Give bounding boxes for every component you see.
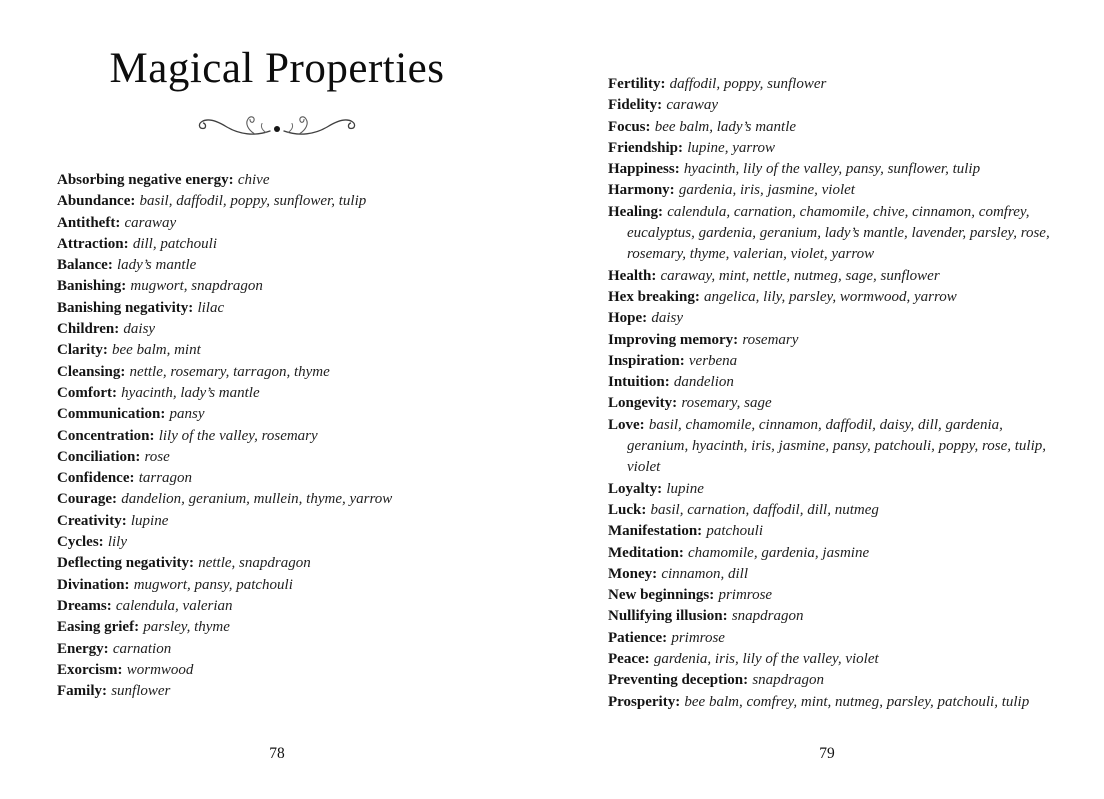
property-entry (608, 138, 1060, 159)
property-herbs: calendula, carnation, chamomile, chive, cinnamon, comfrey, eucalyptus, gardenia, geranium, lady’s mantle, lavender, parsley, rose, rosemary, thyme, valerian, violet, yarrow (627, 203, 1050, 263)
property-herbs: hyacinth, lady’s mantle (121, 384, 260, 401)
property-entry (57, 575, 481, 596)
property-herbs: dill, patchouli (132, 235, 217, 252)
property-entry (608, 95, 1060, 116)
property-entry (608, 117, 1060, 138)
property-herbs: carnation (112, 640, 172, 657)
property-entry (608, 692, 1060, 713)
left-page-entry-list (57, 170, 481, 702)
property-name: Loyalty: (608, 480, 663, 497)
property-name: Peace: (608, 651, 650, 668)
property-name: Fidelity: (608, 97, 663, 114)
property-entry (57, 660, 481, 681)
property-entry (608, 308, 1060, 329)
property-herbs: mugwort, snapdragon (130, 278, 263, 295)
property-entry (608, 287, 1060, 308)
property-entry (57, 319, 481, 340)
property-name: Nullifying illusion: (608, 608, 728, 625)
property-entry (608, 670, 1060, 691)
property-name: Hope: (608, 310, 648, 327)
property-name: Inspiration: (608, 352, 685, 369)
property-herbs: patchouli (706, 523, 764, 540)
property-herbs: rose (144, 448, 170, 465)
property-entry (57, 639, 481, 660)
property-name: Prosperity: (608, 693, 681, 710)
property-herbs: rosemary (742, 331, 799, 348)
property-name: Banishing: (57, 278, 127, 295)
property-name: Divination: (57, 576, 130, 593)
property-entry (57, 170, 481, 191)
flourish-center-dot (274, 126, 280, 132)
property-herbs: basil, carnation, daffodil, dill, nutmeg (650, 501, 879, 518)
property-entry (608, 628, 1060, 649)
property-herbs: sunflower (111, 683, 171, 700)
property-name: New beginnings: (608, 587, 715, 604)
property-entry (608, 415, 1060, 479)
property-name: Concentration: (57, 427, 155, 444)
property-herbs: chamomile, gardenia, jasmine (688, 544, 870, 561)
property-entry (57, 511, 481, 532)
property-name: Longevity: (608, 395, 678, 412)
property-name: Money: (608, 565, 658, 582)
property-herbs: lupine, yarrow (687, 139, 775, 156)
property-herbs: snapdragon (731, 608, 804, 625)
property-entry (57, 532, 481, 553)
property-name: Balance: (57, 257, 113, 274)
property-name: Friendship: (608, 139, 684, 156)
property-entry (57, 191, 481, 212)
property-herbs: nettle, rosemary, tarragon, thyme (129, 363, 330, 380)
property-herbs: caraway (666, 97, 719, 114)
property-entry (608, 649, 1060, 670)
property-herbs: lupine (666, 480, 704, 497)
property-name: Conciliation: (57, 448, 141, 465)
flourish-divider-icon (187, 110, 367, 146)
right-page-entry-list (608, 74, 1060, 713)
property-herbs: nettle, snapdragon (198, 555, 311, 572)
property-name: Family: (57, 683, 107, 700)
property-entry (608, 500, 1060, 521)
property-herbs: snapdragon (752, 672, 824, 689)
property-herbs: dandelion, geranium, mullein, thyme, yarrow (121, 491, 393, 508)
property-herbs: verbena (688, 352, 738, 369)
property-name: Abundance: (57, 193, 136, 210)
property-herbs: lilac (197, 299, 225, 316)
property-entry (57, 596, 481, 617)
property-herbs: lily (107, 534, 128, 551)
property-name: Improving memory: (608, 331, 739, 348)
property-herbs: gardenia, iris, lily of the valley, violet (653, 651, 879, 668)
property-name: Attraction: (57, 235, 129, 252)
property-name: Children: (57, 321, 120, 338)
page-number-right: 79 (819, 745, 835, 762)
property-name: Harmony: (608, 182, 675, 199)
property-name: Communication: (57, 406, 166, 423)
property-entry (57, 340, 481, 361)
property-entry (608, 330, 1060, 351)
property-herbs: daisy (651, 310, 684, 327)
property-entry (608, 479, 1060, 500)
property-herbs: bee balm, mint (112, 342, 201, 359)
property-herbs: pansy (169, 406, 205, 423)
property-herbs: primrose (718, 587, 773, 604)
property-entry (608, 74, 1060, 95)
property-entry (608, 521, 1060, 542)
property-herbs: angelica, lily, parsley, wormwood, yarrow (704, 288, 957, 305)
property-name: Exorcism: (57, 661, 123, 678)
property-entry (608, 202, 1060, 266)
property-name: Hex breaking: (608, 288, 700, 305)
property-name: Fertility: (608, 76, 666, 92)
property-entry (57, 383, 481, 404)
property-name: Intuition: (608, 374, 670, 391)
property-entry (608, 351, 1060, 372)
property-entry (57, 489, 481, 510)
property-herbs: wormwood (126, 661, 194, 678)
property-name: Deflecting negativity: (57, 555, 195, 572)
property-entry (57, 298, 481, 319)
property-name: Banishing negativity: (57, 299, 194, 316)
property-name: Confidence: (57, 470, 135, 487)
page-number-left: 78 (269, 745, 285, 762)
property-herbs: chive (237, 172, 270, 188)
property-herbs: dandelion (673, 374, 734, 391)
property-name: Cycles: (57, 534, 104, 551)
property-name: Luck: (608, 501, 647, 518)
property-entry (608, 543, 1060, 564)
property-entry (608, 606, 1060, 627)
property-entry (608, 159, 1060, 180)
property-name: Dreams: (57, 597, 112, 614)
property-name: Easing grief: (57, 619, 140, 636)
property-herbs: caraway, mint, nettle, nutmeg, sage, sunflower (660, 267, 940, 284)
property-name: Happiness: (608, 161, 680, 178)
property-name: Comfort: (57, 384, 117, 401)
property-herbs: cinnamon, dill (661, 565, 749, 582)
property-name: Preventing deception: (608, 672, 749, 689)
property-herbs: daffodil, poppy, sunflower (669, 76, 827, 92)
property-entry (608, 393, 1060, 414)
property-name: Absorbing negative energy: (57, 172, 234, 188)
property-name: Creativity: (57, 512, 127, 529)
property-entry (57, 617, 481, 638)
property-entry (57, 276, 481, 297)
property-entry (608, 585, 1060, 606)
property-herbs: bee balm, lady’s mantle (654, 118, 797, 135)
property-entry (57, 681, 481, 702)
property-entry (57, 447, 481, 468)
property-entry (57, 468, 481, 489)
property-herbs: primrose (671, 629, 725, 646)
property-name: Courage: (57, 491, 117, 508)
property-herbs: daisy (123, 321, 156, 338)
property-herbs: mugwort, pansy, patchouli (133, 576, 293, 593)
property-entry (608, 564, 1060, 585)
property-name: Antitheft: (57, 214, 121, 231)
property-herbs: rosemary, sage (681, 395, 772, 412)
property-name: Health: (608, 267, 657, 284)
property-herbs: lily of the valley, rosemary (158, 427, 318, 444)
property-name: Healing: (608, 203, 663, 220)
property-herbs: hyacinth, lily of the valley, pansy, sunflower, tulip (683, 161, 981, 178)
property-name: Meditation: (608, 544, 684, 561)
property-name: Love: (608, 416, 645, 433)
property-name: Clarity: (57, 342, 108, 359)
property-name: Cleansing: (57, 363, 126, 380)
property-entry (57, 553, 481, 574)
property-name: Energy: (57, 640, 109, 657)
property-herbs: bee balm, comfrey, mint, nutmeg, parsley, patchouli, tulip (684, 693, 1030, 710)
property-entry (57, 362, 481, 383)
property-entry (57, 213, 481, 234)
property-entry (57, 404, 481, 425)
property-entry (608, 372, 1060, 393)
property-herbs: lady’s mantle (117, 257, 197, 274)
property-entry (57, 234, 481, 255)
property-herbs: parsley, thyme (143, 619, 230, 636)
property-entry (608, 266, 1060, 287)
property-herbs: caraway (124, 214, 177, 231)
property-name: Manifestation: (608, 523, 703, 540)
property-name: Patience: (608, 629, 668, 646)
property-name: Focus: (608, 118, 651, 135)
property-herbs: tarragon (138, 470, 193, 487)
property-herbs: calendula, valerian (115, 597, 233, 614)
property-herbs: lupine (130, 512, 169, 529)
property-herbs: basil, daffodil, poppy, sunflower, tulip (139, 193, 367, 210)
property-entry (57, 426, 481, 447)
property-entry (57, 255, 481, 276)
property-entry (608, 180, 1060, 201)
property-herbs: gardenia, iris, jasmine, violet (678, 182, 855, 199)
page-title: Magical Properties (109, 45, 445, 92)
property-herbs: basil, chamomile, cinnamon, daffodil, daisy, dill, gardenia, geranium, hyacinth, iris, jasmine, pansy, patchouli, poppy, rose, tulip, violet (627, 416, 1047, 476)
